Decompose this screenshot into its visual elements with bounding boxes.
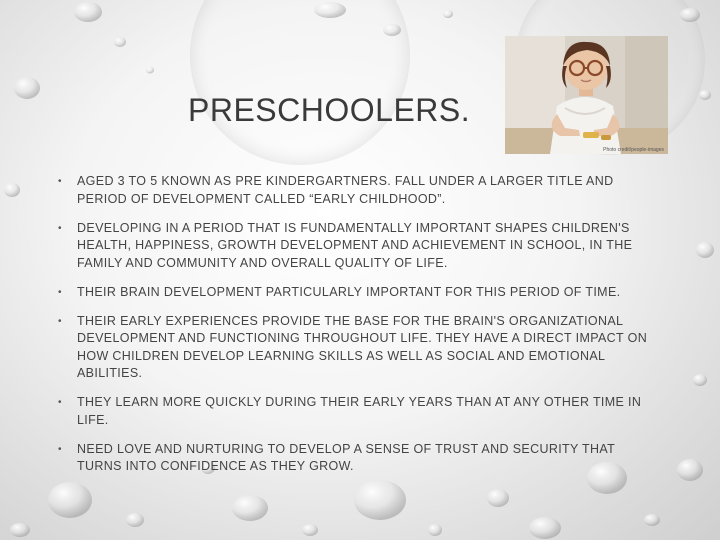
slide-title: PRESCHOOLERS. bbox=[188, 92, 471, 128]
bullet-icon: • bbox=[58, 315, 62, 327]
bullet-item bbox=[58, 284, 658, 302]
bullet-icon: • bbox=[58, 397, 62, 408]
bullet-item bbox=[58, 441, 658, 476]
child-photo-icon bbox=[505, 36, 668, 154]
photo-caption: Photo credit/people-images bbox=[603, 147, 664, 153]
bullet-item bbox=[58, 220, 658, 273]
bullet-text: NEED LOVE AND NURTURING TO DEVELOP A SENSE OF TRUST AND SECURITY THAT TURNS INTO CONFIDENCE AS THEY GROW. bbox=[77, 441, 615, 473]
bullet-text: THEIR BRAIN DEVELOPMENT PARTICULARLY IMPORTANT FOR THIS PERIOD OF TIME. bbox=[77, 284, 621, 299]
bullet-icon: • bbox=[58, 443, 62, 455]
bullet-text: AGED 3 TO 5 KNOWN AS PRE KINDERGARTNERS. FALL UNDER A LARGER TITLE AND PERIOD OF DEVELOPMENT CALLED “EARLY CHILDHOOD”. bbox=[77, 174, 614, 206]
bullet-item bbox=[58, 173, 658, 208]
bullet-item bbox=[58, 313, 658, 383]
child-photo bbox=[505, 36, 668, 154]
bullet-list bbox=[58, 173, 658, 487]
bullet-icon: • bbox=[58, 286, 62, 298]
bullet-text: THEIR EARLY EXPERIENCES PROVIDE THE BASE FOR THE BRAIN'S ORGANIZATIONAL DEVELOPMENT AND FUNCTIONING THROUGHOUT LIFE. THEY HAVE A DIRECT IMPACT ON HOW CHILDREN DEVELOP LEARNING SKILLS AS WELL AS SOCIAL AND EMOTIONAL ABILITIES. bbox=[77, 313, 648, 380]
bullet-item bbox=[58, 394, 658, 429]
bullet-text: THEY LEARN MORE QUICKLY DURING THEIR EARLY YEARS THAN AT ANY OTHER TIME IN LIFE. bbox=[77, 395, 642, 427]
bullet-icon: • bbox=[58, 222, 62, 234]
bullet-text: DEVELOPING IN A PERIOD THAT IS FUNDAMENTALLY IMPORTANT SHAPES CHILDREN'S HEALTH, HAPPINESS, GROWTH DEVELOPMENT AND ACHIEVEMENT IN SCHOOL, IN THE FAMILY AND COMMUNITY AND OVERALL QUALITY OF LIFE. bbox=[77, 220, 633, 270]
bullet-icon: • bbox=[58, 176, 62, 187]
